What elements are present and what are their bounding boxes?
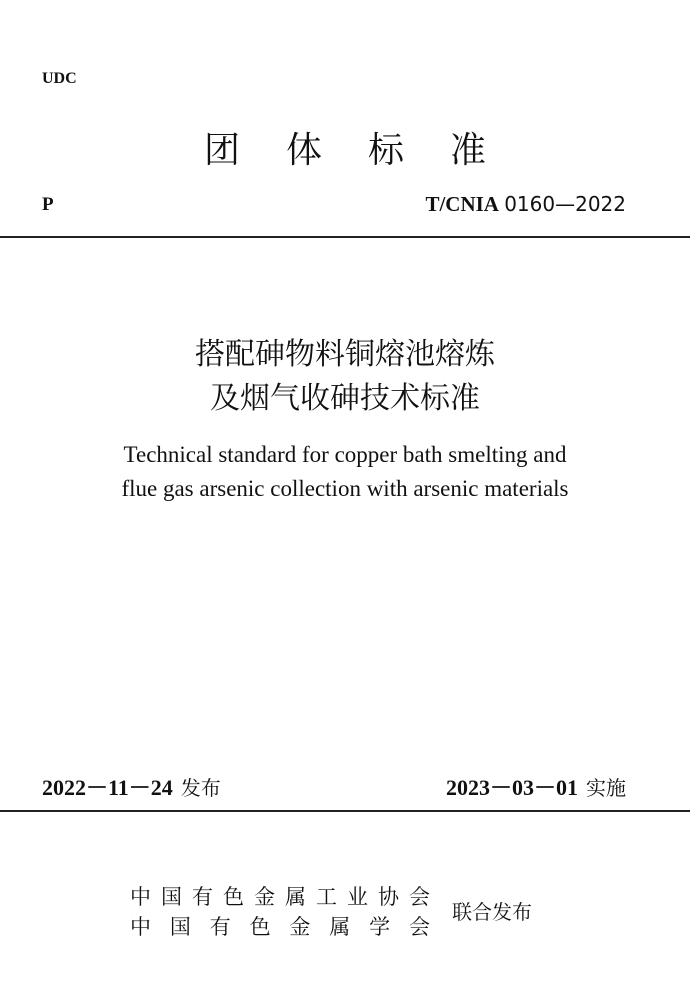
publish-label: 发布 bbox=[180, 776, 221, 800]
implement-date: 2023－03－01 bbox=[445, 775, 578, 800]
standard-number bbox=[425, 192, 626, 217]
publish-info bbox=[42, 771, 221, 802]
issuer-org-2: 中国有色金属学会 bbox=[130, 915, 430, 939]
implement-label: 实施 bbox=[586, 776, 626, 800]
implement-info bbox=[446, 771, 626, 802]
title-chinese bbox=[0, 333, 690, 421]
title-english-line-2: flue gas arsenic collection with arsenic materials bbox=[121, 476, 569, 501]
title-chinese-line-2: 及烟气收砷技术标准 bbox=[210, 382, 480, 415]
standard-number-value: 0160—2022 bbox=[504, 192, 626, 216]
classification-code: P bbox=[42, 194, 54, 215]
joint-release-label: 联合发布 bbox=[452, 900, 532, 924]
standard-prefix: T/CNIA bbox=[425, 192, 499, 216]
issuer-org-1: 中国有色金属工业协会 bbox=[130, 885, 430, 909]
publish-date: 2022－11－24 bbox=[42, 775, 173, 800]
title-chinese-line-1: 搭配砷物料铜熔池熔炼 bbox=[195, 338, 495, 371]
bottom-divider bbox=[0, 810, 690, 812]
title-english bbox=[0, 438, 690, 506]
title-english-line-1: Technical standard for copper bath smelting and bbox=[123, 442, 567, 467]
udc-label: UDC bbox=[42, 70, 77, 87]
top-divider bbox=[0, 236, 690, 238]
document-type-heading: 团体标准 bbox=[203, 130, 532, 171]
